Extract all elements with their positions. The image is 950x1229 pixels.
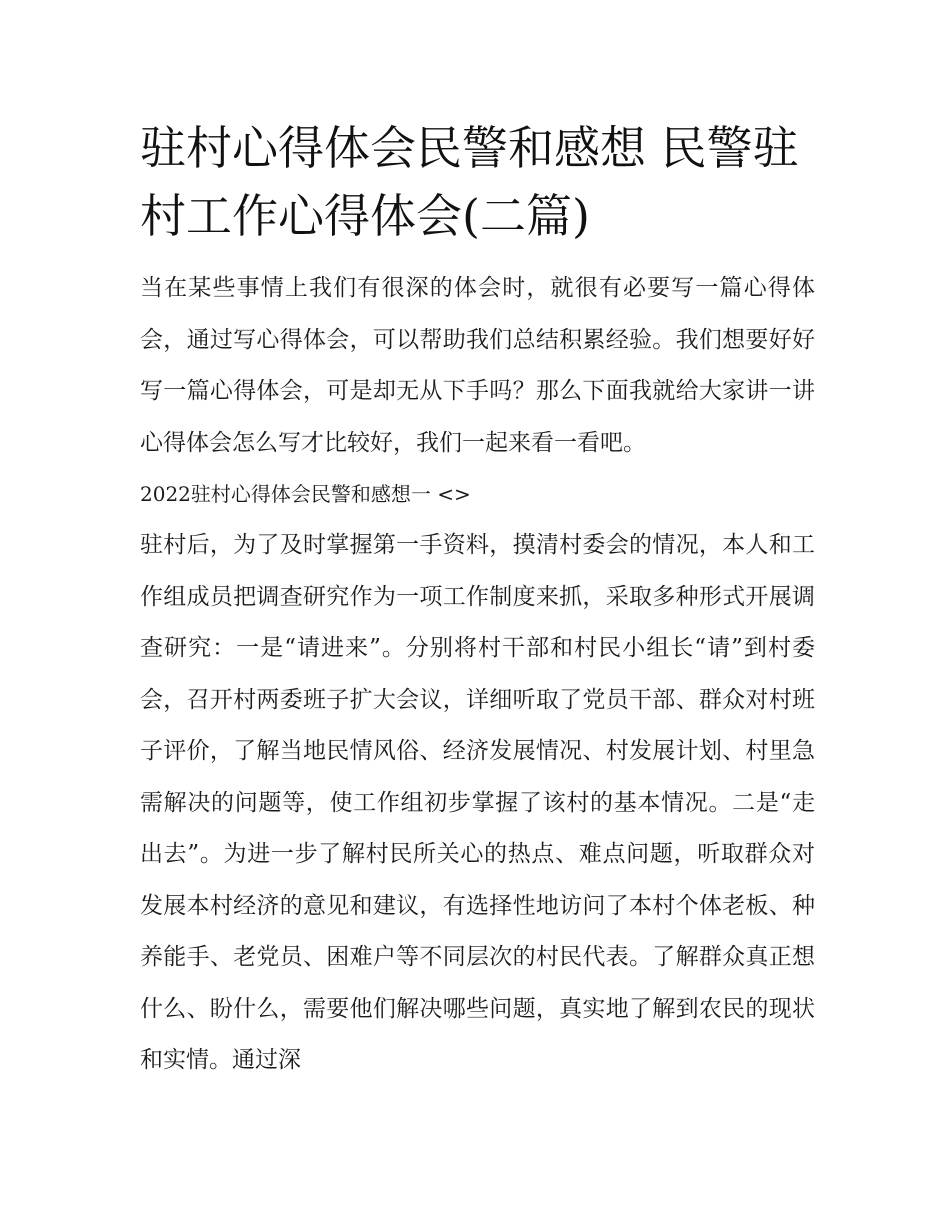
document-content	[140, 114, 815, 1087]
document-title: 驻村心得体会民警和感想 民警驻村工作心得体会(二篇)	[140, 121, 799, 243]
section-heading: 2022驻村心得体会民警和感想一 <>	[140, 482, 471, 506]
body-paragraph: 驻村后，为了及时掌握第一手资料，摸清村委会的情况，本人和工作组成员把调查研究作为一项工作制度来抓，采取多种形式开展调查研究：一是“请进来”。分别将村干部和村民小组长“请”到村委会，召开村两委班子扩大会议，详细听取了党员干部、群众对村班子评价，了解当地民情风俗、经济发展情况、村发展计划、村里急需解决的问题等，使工作组初步掌握了该村的基本情况。二是“走出去”。为进一步了解村民所关心的热点、难点问题，听取群众对发展本村经济的意见和建议，有选择性地访问了本村个体老板、种养能手、老党员、困难户等不同层次的村民代表。了解群众真正想什么、盼什么，需要他们解决哪些问题，真实地了解到农民的现状和实情。通过深	[140, 532, 815, 1073]
intro-paragraph: 当在某些事情上我们有很深的体会时，就很有必要写一篇心得体会，通过写心得体会，可以帮助我们总结积累经验。我们想要好好写一篇心得体会，可是却无从下手吗？那么下面我就给大家讲一讲心得体会怎么写才比较好，我们一起来看一看吧。	[140, 275, 815, 456]
